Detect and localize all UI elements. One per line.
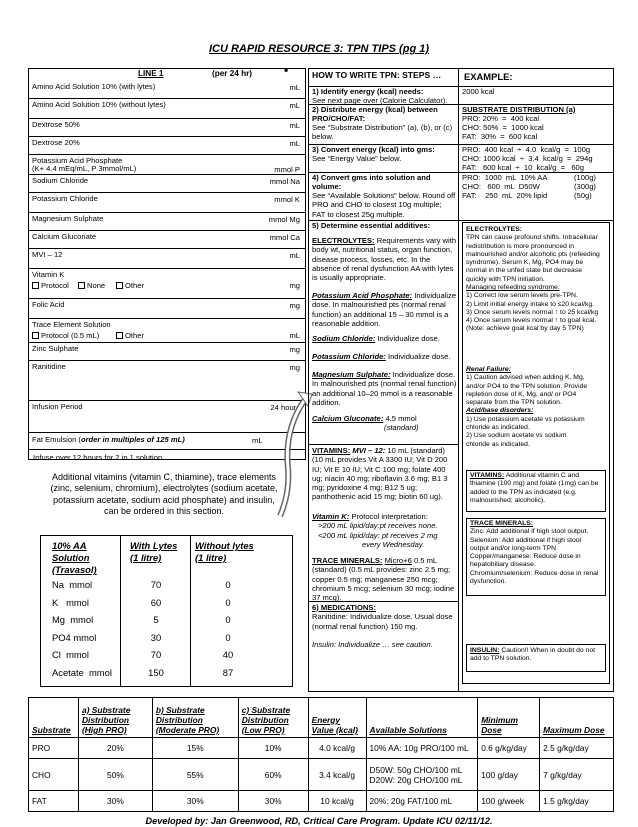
- aa-row-name: Acetate mmol: [52, 667, 112, 678]
- table-header-cell: Energy Value (kcal): [308, 698, 366, 738]
- table-cell: [308, 738, 366, 759]
- table-cell: [29, 759, 79, 791]
- side-note-line: chloride as indicated.: [466, 440, 530, 448]
- aa-without-lytes-value: 0: [225, 579, 231, 590]
- table-cell: [78, 759, 152, 791]
- row-line: [28, 268, 306, 269]
- side-note-line: thiamine (100 mg) and folate (1mg) can be: [470, 480, 599, 488]
- checkbox[interactable]: [116, 282, 123, 289]
- step-title: 4) Convert gms into solution and volume:: [312, 173, 431, 192]
- order-row-unit: mmol P: [274, 165, 300, 174]
- row-line: [28, 248, 306, 249]
- side-vitamins: VITAMINS: Additional vitamin C and thiamine (100 mg) and folate (1mg) can be added to the TPN as indicated (e.g. malnourished; alcoholic).: [470, 472, 599, 504]
- row-line: [28, 400, 306, 401]
- table-cell-text: D20W: 20g CHO/100 mL: [369, 774, 463, 785]
- side-note-line: Selenium: Add additional if high stool: [470, 536, 582, 544]
- order-row-unit: mL: [289, 251, 300, 260]
- row-line: [28, 360, 306, 361]
- example-line: CHO: 1000 kcal ÷ 3.4 kcal/g = 294g: [462, 154, 593, 163]
- note-line: (zinc, selenium, chromium), electrolytes (sodium acetate,: [50, 483, 278, 494]
- table-cell: [152, 759, 238, 791]
- order-row-unit: mg: [289, 301, 300, 310]
- row-line: [28, 342, 306, 343]
- order-row-unit: mmol K: [274, 195, 300, 204]
- aa-head-solution: 10% AA Solution (Travasol): [52, 540, 97, 576]
- aa-table-divider: [120, 535, 121, 687]
- order-row-label: Trace Element Solution: [32, 320, 111, 329]
- order-row-unit: mg: [289, 345, 300, 354]
- table-cell-text: 10 kcal/g: [320, 796, 354, 806]
- table-cell-text: 10% AA: 10g PRO/100 mL: [369, 743, 469, 753]
- section-line: [308, 601, 458, 602]
- checkbox[interactable]: [32, 332, 39, 339]
- side-note-line: add to TPN solution.: [470, 655, 532, 663]
- example-heading: EXAMPLE:: [464, 71, 513, 82]
- kphos-block: Potassium Acid Phosphate: Individualize dose. In malnourished pts (normal renal function) an additional 15 – 30 mmol is a reasonable addition.: [312, 291, 457, 328]
- table-cell-text: 10%: [264, 743, 282, 753]
- kcl-block: Potassium Chloride: Individualize dose.: [312, 352, 451, 361]
- aa-row-name: Mg mmol: [52, 614, 94, 626]
- side-electrolytes: ELECTROLYTES: TPN can cause profound shifts. Intracellular redistribution is more pronounced in malnourished and/or alcoholic pts (refeeding syndrome). Serum K, Mg, PO4 may be normal in the unfed state but decrease quickly with TPN initiation. Managing refeeding syndrome: 1) Correct low serum levels pre-TPN. 2) Limit initial energy intake to ≤20 kcal/kg. 3) Once serum levels normal ↑ to 25 kcal/kg 4) Once serum levels normal ↑ to goal kcal. (Note: achieve goal kcal by day 5 TPN): [466, 226, 608, 334]
- table-header-cell: a) Substrate Distribution (High PRO): [78, 698, 152, 738]
- checkbox-label: Other: [125, 281, 144, 290]
- order-row-label: Amino Acid Solution 10% (with lytes): [32, 82, 156, 91]
- order-row-unit: mg: [289, 281, 300, 290]
- row-line: [28, 118, 306, 119]
- order-row-label: Magnesium Sulphate: [32, 214, 104, 223]
- side-note-line: hepatobiliary disease.: [470, 561, 536, 569]
- table-cell: [29, 791, 79, 812]
- row-line: [28, 230, 306, 231]
- order-row-sublabel: (K+ 4.4 mEq/mL, P 3mmol/mL): [32, 164, 137, 173]
- side-note-line: separate from the TPN solution.: [466, 399, 562, 407]
- step-description: See “Available Solutions” below. Round off PRO and CHO to closest 10g multiple; FAT to closest 25g multiple.: [312, 191, 456, 219]
- table-header-cell: Substrate: [29, 698, 79, 738]
- table-cell: [308, 791, 366, 812]
- example-line: CHO: 50% = 1000 kcal: [462, 123, 544, 132]
- table-cell: [29, 738, 79, 759]
- row-line: [28, 298, 306, 299]
- example-line: CHO: 600 mL D50W: [462, 182, 540, 191]
- table-cell: [238, 791, 308, 812]
- step-description: See “Substrate Distribution” (a), (b), or (c) below.: [312, 123, 453, 142]
- example-amount: (300g): [574, 182, 596, 191]
- side-note-line: chloride as indicated.: [466, 423, 530, 431]
- trace-minerals-block: TRACE MINERALS: Micro+6 0.5 mL (standard) (0.5 mL provides: zinc 2.5 mg; copper 0.5 mg; manganese 250 mcg; chromium 5 mcg; selenium 30 mcg; iodine 37 mcg).: [312, 556, 455, 602]
- table-cell-text: 30%: [107, 796, 124, 806]
- table-header-cell: Maximum Dose: [540, 698, 614, 738]
- example-line: FAT: 250 mL 20% lipid: [462, 191, 548, 200]
- example-line: FAT: 600 kcal ÷ 10 kcal/g = 60g: [462, 163, 585, 172]
- table-cell-text: 1.5 g/kg/day: [543, 796, 589, 806]
- table-cell: [152, 738, 238, 759]
- row-line: [28, 174, 306, 175]
- table-header-cell: c) Substrate Distribution (Low PRO): [238, 698, 308, 738]
- table-cell-text: 55%: [186, 769, 204, 780]
- side-note-line: quickly with TPN initiation.: [466, 275, 545, 283]
- row-line: [28, 192, 306, 193]
- table-cell-text: 20%: [107, 743, 124, 753]
- side-note-line: 1) Caution advised when adding K, Mg,: [466, 374, 585, 382]
- side-note-line: malnourished; alcoholic).: [470, 496, 546, 504]
- row-line: [28, 154, 306, 155]
- table-cell: [540, 759, 614, 791]
- order-row-label: Dextrose 20%: [32, 138, 80, 147]
- table-cell-text: 0.6 g/kg/day: [481, 743, 527, 753]
- example-amount: (50g): [574, 191, 592, 200]
- table-cell: [478, 791, 540, 812]
- aa-table-divider: [190, 535, 191, 687]
- table-header-row: [29, 698, 614, 738]
- aa-head-without-lytes: Without lytes (1 litre): [195, 540, 254, 564]
- side-note-line: malnourished and/or alcoholic pts (refeeding: [466, 250, 600, 258]
- order-row-unit: mL: [289, 331, 300, 340]
- side-insulin: INSULIN: Caution!! When in doubt do not add to TPN solution.: [470, 647, 596, 663]
- checkbox[interactable]: [116, 332, 123, 339]
- checkbox-label: None: [87, 281, 106, 290]
- step-title: 1) Identify energy (kcal) needs:: [312, 87, 424, 96]
- checkbox-label: Protocol: [41, 281, 69, 290]
- table-cell-text: D50W: 50g CHO/100 mL: [369, 764, 463, 775]
- electrolytes-block: ELECTROLYTES: Requirements vary with body wt, nutritional status, organ function, disease process, losses, etc. In the absence of renal dysfunction AA with lytes is usually appropriate.: [312, 236, 457, 282]
- side-note-line: TPN can cause profound shifts. Intracellular: [466, 234, 598, 242]
- aa-with-lytes-value: 70: [150, 579, 162, 590]
- aa-head-with-lytes: With Lytes (1 litre): [130, 540, 178, 564]
- example-line: 2000 kcal: [462, 87, 495, 96]
- checkbox-option[interactable]: [116, 282, 144, 291]
- aa-row-name: K mmol: [52, 596, 89, 608]
- row-line: [28, 212, 306, 213]
- table-header-cell: b) Substrate Distribution (Moderate PRO): [152, 698, 238, 738]
- table-cell: [238, 738, 308, 759]
- order-row-label: Amino Acid Solution 10% (without lytes): [32, 100, 166, 109]
- per24-label: (per 24 hr): [212, 69, 253, 78]
- aa-without-lytes-value: 0: [225, 614, 231, 626]
- side-note-line: Caution!! When in doubt do not: [501, 647, 596, 654]
- table-cell-text: 100 g/week: [481, 796, 525, 806]
- table-row: [29, 759, 614, 791]
- checkbox[interactable]: [78, 282, 85, 289]
- vitamin-k-block: Vitamin K: Protocol interpretation: >200 mL lipid/day:pt receives none. <200 mL lipid/day: pt receives 2 mg every Wednesday.: [312, 512, 438, 549]
- example-line: PRO: 400 kcal ÷ 4.0 kcal/g = 100g: [462, 145, 591, 154]
- table-cell-text: 30%: [186, 796, 204, 806]
- table-cell: [540, 738, 614, 759]
- checkbox-option[interactable]: [32, 282, 69, 291]
- row-line: [28, 98, 306, 99]
- example-subhead: SUBSTRATE DISTRIBUTION (a): [462, 105, 576, 114]
- order-row-label: Potassium Acid Phosphate: [32, 156, 123, 165]
- order-row-unit: mmol Ca: [269, 233, 300, 242]
- order-row-unit: mmol Na: [269, 177, 300, 186]
- line1-label: LINE 1: [138, 69, 164, 78]
- side-note-line: Zinc: Add additional if high stool output.: [470, 528, 589, 536]
- order-row-label: Ranitidine: [32, 362, 66, 371]
- order-row-label: Infusion Period: [32, 402, 83, 411]
- aa-without-lytes-value: 87: [222, 667, 234, 678]
- table-cell: [478, 759, 540, 791]
- table-cell-text: CHO: [32, 769, 51, 780]
- table-cell-text: 100 g/day: [481, 769, 518, 780]
- order-row-label: Sodium Chloride: [32, 176, 89, 185]
- bullet-icon: •: [284, 63, 289, 77]
- medications-block: 6) MEDICATIONS: Ranitidine: Individualize dose. Usual dose (normal renal function) 150 mg. Insulin: Individualize … see caution.: [312, 603, 453, 649]
- step-description: See “Energy Value” below.: [312, 154, 402, 163]
- aa-without-lytes-value: 0: [225, 596, 231, 608]
- side-note-line: 1) Use potassium acetate vs potassium: [466, 415, 585, 423]
- calcium-block: Calcium Gluconate: 4.5 mmol (standard): [312, 414, 419, 433]
- table-cell: [78, 791, 152, 812]
- table-header-cell: Available Solutions: [366, 698, 478, 738]
- note-line: can be ordered in this section.: [103, 506, 225, 517]
- steps-heading: HOW TO WRITE TPN: STEPS …: [312, 70, 442, 80]
- checkbox-option[interactable]: [78, 282, 105, 291]
- side-note-line: 4) Once serum levels normal ↑ to goal kcal.: [466, 317, 597, 325]
- example-line: PRO: 20% = 400 kcal: [462, 114, 540, 123]
- order-row-unit: mmol Mg: [268, 215, 300, 224]
- additional-note: [34, 472, 294, 518]
- checkbox-option[interactable]: [116, 332, 144, 341]
- order-row-unit: 24 hours: [270, 403, 300, 412]
- side-note-line: 2) Use sodium acetate vs sodium: [466, 432, 567, 440]
- table-cell: [238, 759, 308, 791]
- note-line: potassium acetate, sodium acid phosphate) and insulin,: [53, 494, 275, 505]
- checkbox-option[interactable]: [32, 332, 99, 341]
- fat-emulsion-unit: mL: [252, 436, 263, 445]
- table-cell: [308, 759, 366, 791]
- side-note-line: Chromium/selenium: Reduce dose in renal: [470, 569, 599, 577]
- side-note-line: redistribution is more pronounced in: [466, 242, 575, 250]
- table-cell: [78, 738, 152, 759]
- table-cell-text: PRO: [32, 743, 51, 753]
- table-cell: [366, 791, 478, 812]
- aa-row-name: Na mmol: [52, 579, 93, 590]
- table-cell-text: 15%: [186, 743, 204, 753]
- table-cell: [152, 791, 238, 812]
- side-note-line: added to the TPN as indicated (e.g.: [470, 488, 577, 496]
- nacl-block: Sodium Chloride: Individualize dose.: [312, 334, 440, 343]
- note-line: Additional vitamins (vitamin C, thiamine), trace elements: [51, 472, 277, 482]
- order-row-unit: mL: [289, 83, 300, 92]
- side-note-line: and/or PO4 to the TPN solution. Provide: [466, 382, 588, 390]
- checkbox[interactable]: [32, 282, 39, 289]
- order-row-label: Zinc Sulphate: [32, 344, 79, 353]
- checkbox-label: Other: [125, 331, 144, 340]
- table-cell-text: 30%: [264, 796, 282, 806]
- row-line: [28, 318, 306, 319]
- table-cell-text: FAT: [32, 796, 47, 806]
- step-title: 2) Distribute energy (kcal) between PRO/CHO/FAT:: [312, 105, 438, 124]
- order-row-unit: mL: [289, 101, 300, 110]
- table-cell-text: 20%: 20g FAT/100 mL: [369, 796, 453, 806]
- checkbox-label: Protocol (0.5 mL): [41, 331, 100, 340]
- aa-without-lytes-value: 0: [225, 631, 231, 643]
- order-row-label: Folic Acid: [32, 300, 65, 309]
- vitamins-block: VITAMINS: MVI – 12: 10 mL (standard) (10 mL provides Vit A 3300 IU; Vit D 200 IU; Vit E 10 IU; Vit C 100 mg; folate 400 ug; niacin 40 mg; riboflavin 3.6 mg; B1 3 mg; pyridoxine 4 mg; B12 5 ug; panthothenic acid 15 mg; biotin 60 ug).: [312, 446, 448, 502]
- side-renal: Renal Failure: 1) Caution advised when adding K, Mg, and/or PO4 to the TPN solution. Provide repletion dose of K, Mg, and/ or PO4 separate from the TPN solution. Acid/base disorders: 1) Use potassium acetate vs potassium chloride as indicated. 2) Use sodium acetate vs sodium chloride as indicated.: [466, 366, 608, 449]
- side-note-line: syndrome). Serum K, Mg, PO4 may be: [466, 259, 584, 267]
- order-row-label: MVI – 12: [32, 250, 63, 259]
- side-note-line: dysfunction.: [470, 577, 507, 585]
- table-cell-text: 7 g/kg/day: [543, 769, 582, 780]
- row-line: [28, 136, 306, 137]
- table-cell-text: 3.4 kcal/g: [319, 769, 355, 780]
- aa-row-name: Cl mmol: [52, 649, 89, 661]
- side-note-line: 3) Once serum levels normal ↑ to 25 kcal/kg: [466, 308, 599, 316]
- aa-with-lytes-value: 30: [150, 631, 162, 643]
- example-line: PRO: 1000 mL 10% AA: [462, 173, 548, 182]
- table-cell: [366, 759, 478, 791]
- right-divider: [458, 68, 459, 692]
- step-title: 3) Convert energy (kcal) into gms:: [312, 145, 435, 154]
- step-title: 5) Determine essential additives:: [312, 221, 431, 230]
- magnesium-block: Magnesium Sulphate: Individualize dose. In malnourished pts (normal renal function) an additional 10–20 mmol is a reasonable addition.: [312, 370, 457, 407]
- table-cell-text: 60%: [264, 769, 282, 780]
- order-row-label: Vitamin K: [32, 270, 65, 279]
- section-line: [308, 444, 458, 445]
- substrate-table: [28, 697, 614, 812]
- order-row-unit: mg: [289, 363, 300, 372]
- order-row-label: Potassium Chloride: [32, 194, 98, 203]
- page-title: ICU RAPID RESOURCE 3: TPN TIPS (pg 1): [208, 43, 430, 55]
- table-cell-text: 50%: [107, 769, 124, 780]
- order-row-unit: mL: [289, 139, 300, 148]
- side-trace: TRACE MINERALS: Zinc: Add additional if high stool output. Selenium: Add additional if high stool output and/or long-term TPN Copper/manganese: Reduce dose in hepatobiliary disease. Chromium/selenium: Reduce dose in renal dysfunction.: [470, 520, 604, 586]
- aa-row-name: PO4 mmol: [52, 631, 97, 643]
- side-note-line: (Note: achieve goal kcal by day 5 TPN): [466, 325, 584, 333]
- example-amount: (100g): [574, 173, 596, 182]
- example-line: FAT: 30% = 600 kcal: [462, 132, 538, 141]
- table-header-cell: Minimum Dose: [478, 698, 540, 738]
- side-note-line: normal in the unfed state but decrease: [466, 267, 582, 275]
- side-note-line: repletion dose of K, Mg, and/ or PO4: [466, 390, 577, 398]
- table-cell-text: 4.0 kcal/g: [319, 743, 355, 753]
- side-note-line: output and/or long-term TPN: [470, 544, 557, 552]
- table-cell: [478, 738, 540, 759]
- aa-with-lytes-value: 70: [150, 649, 162, 661]
- order-row-label: Dextrose 50%: [32, 120, 80, 129]
- side-note-line: 2) Limit initial energy intake to ≤20 kcal/kg.: [466, 300, 595, 308]
- aa-with-lytes-value: 60: [150, 596, 162, 608]
- fat-emulsion-label: Fat Emulsion (order in multiples of 125 mL): [32, 435, 185, 444]
- side-note-line: Copper/manganese: Reduce dose in: [470, 553, 581, 561]
- aa-without-lytes-value: 40: [222, 649, 234, 661]
- order-row-unit: mL: [289, 121, 300, 130]
- table-row: [29, 791, 614, 812]
- order-row-label: Calcium Gluconate: [32, 232, 97, 241]
- aa-with-lytes-value: 150: [148, 667, 164, 678]
- step-description: See next page over (Calorie Calculator).: [312, 96, 448, 105]
- side-note-line: 1) Correct low serum levels pre-TPN.: [466, 292, 578, 300]
- side-note-line: Additional vitamin C and: [505, 472, 580, 479]
- table-row: [29, 738, 614, 759]
- table-cell: [540, 791, 614, 812]
- table-cell: [366, 738, 478, 759]
- table-cell-text: 2.5 g/kg/day: [543, 743, 589, 753]
- aa-with-lytes-value: 5: [153, 614, 159, 626]
- infuse-note: Infuse over 12 hours for 2 in 1 solution: [33, 453, 163, 462]
- footer: Developed by: Jan Greenwood, RD, Critical Care Program. Update ICU 02/11/12.: [145, 816, 493, 826]
